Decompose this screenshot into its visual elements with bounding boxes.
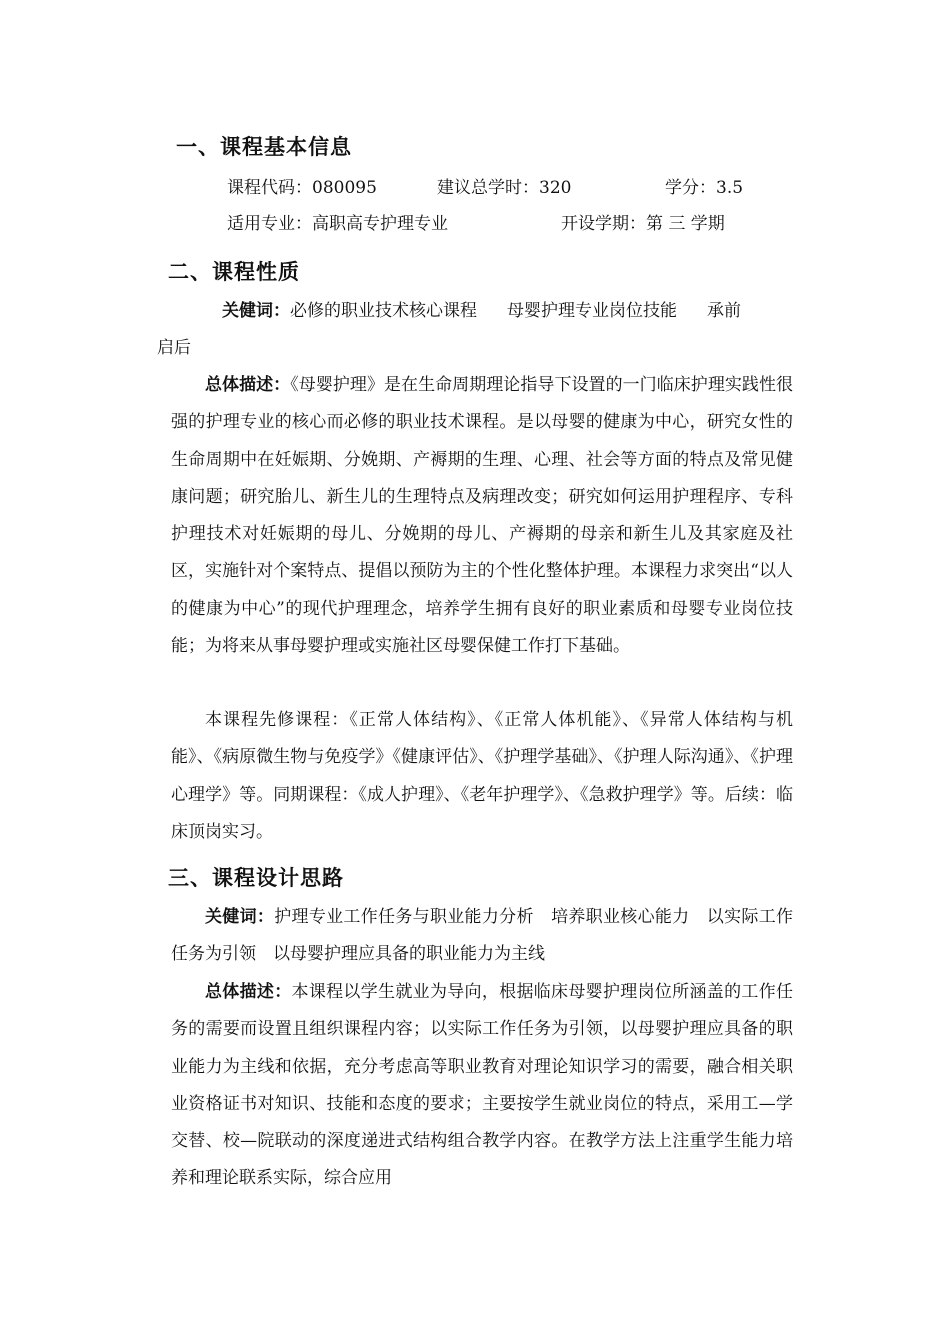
section-2-keywords bbox=[222, 301, 741, 321]
overview-text: 《母婴护理》是在生命周期理论指导下设置的一门临床护理实践性很强的护理专业的核心而必修的职业技术课程。是以母婴的健康为中心，研究女性的生命周期中在妊娠期、分娩期、产褥期的生理、心理、社会等方面的特点及常见健康问题；研究胎儿、新生儿的生理特点及病理改变；研究如何运用护理程序、专科护理技术对妊娠期的母儿、分娩期的母儿、产褥期的母亲和新生儿及其家庭及社区，实施针对个案特点、提倡以预防为主的个性化整体护理。本课程力求突出“以人的健康为中心”的现代护理理念，培养学生拥有良好的职业素质和母婴专业岗位技能；为将来从事母婴护理或实施社区母婴保健工作打下基础。 bbox=[171, 375, 794, 657]
section-3-heading: 三、课程设计思路 bbox=[168, 866, 344, 890]
keywords-label: 关健词： bbox=[205, 907, 275, 927]
semester: 开设学期：第 三 学期 bbox=[561, 214, 725, 234]
overview-label: 总体描述： bbox=[205, 982, 292, 1002]
section-2-overview bbox=[171, 367, 793, 665]
course-code: 课程代码：080095 bbox=[227, 178, 377, 198]
section-1-heading: 一、课程基本信息 bbox=[176, 135, 352, 159]
keyword-post-skills: 母婴护理专业岗位技能 bbox=[507, 301, 677, 321]
section-3-keywords bbox=[171, 899, 793, 974]
applicable-major: 适用专业：高职高专护理专业 bbox=[227, 214, 448, 234]
keywords-text: 护理专业工作任务与职业能力分析 培养职业核心能力 以实际工作任务为引领 以母婴护理应具备的职业能力为主线 bbox=[171, 907, 794, 965]
section-2-heading: 二、课程性质 bbox=[168, 260, 300, 284]
keyword-core-course: 必修的职业技术核心课程 bbox=[290, 301, 477, 321]
section-3-overview bbox=[171, 974, 793, 1198]
overview-text: 本课程以学生就业为导向，根据临床母婴护理岗位所涵盖的工作任务的需要而设置且组织课程内容；以实际工作任务为引领，以母婴护理应具备的职业能力为主线和依据，充分考虑高等职业教育对理论知识学习的需要，融合相关职业资格证书对知识、技能和态度的要求；主要按学生就业岗位的特点，采用工—学交替、校—院联动的深度递进式结构组合教学内容。在教学方法上注重学生能力培养和理论联系实际，综合应用 bbox=[171, 982, 793, 1189]
overview-label: 总体描述： bbox=[205, 375, 291, 395]
keywords-continuation: 启后 bbox=[157, 338, 191, 358]
keywords-label: 关健词： bbox=[222, 301, 290, 321]
total-hours: 建议总学时：320 bbox=[437, 178, 572, 198]
prerequisite-courses: 本课程先修课程：《正常人体结构》、《正常人体机能》、《异常人体结构与机能》、《病原微生物与免疫学》《健康评估》、《护理学基础》、《护理人际沟通》、《护理心理学》等。同期课程：《成人护理》、《老年护理学》、《急救护理学》等。后续：临床顶岗实习。 bbox=[171, 710, 793, 842]
credits: 学分：3.5 bbox=[665, 178, 744, 198]
keyword-continuity: 承前 bbox=[707, 301, 741, 321]
